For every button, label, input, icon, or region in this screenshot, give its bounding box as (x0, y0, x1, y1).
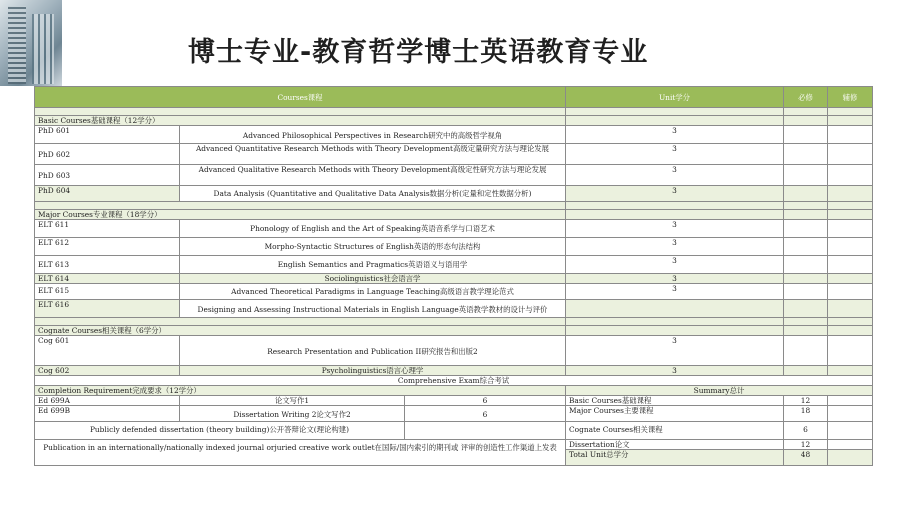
summary-value: 12 (784, 440, 828, 450)
header-required: 必修 (784, 87, 828, 108)
course-code: ELT 612 (35, 238, 180, 256)
publication-requirement: Publication in an internationally/nationally indexed journal orjuried creative work outlet在国际/国内索引的期刊或 评审的创造性工作渠道上发表 (35, 440, 566, 466)
course-code: Ed 699A (35, 396, 180, 406)
table-row (35, 165, 873, 186)
header-courses: Courses课程 (35, 87, 566, 108)
building-photo (0, 0, 62, 86)
course-name: Psycholinguistics语言心理学 (180, 366, 566, 376)
summary-value: 6 (784, 422, 828, 440)
course-code: PhD 601 (35, 126, 180, 144)
course-unit: 3 (566, 220, 784, 238)
section-completion-heading: Completion Requirement完成要求（12学分） (35, 386, 566, 396)
summary-heading: Summary总计 (566, 386, 873, 396)
section-basic-heading: Basic Courses基础课程（12学分） (35, 116, 566, 126)
section-major-heading: Major Courses专业课程（18学分） (35, 210, 566, 220)
course-code: PhD 604 (35, 186, 180, 202)
table-row (35, 396, 873, 406)
course-code: ELT 615 (35, 284, 180, 300)
table-row (35, 300, 873, 318)
table-row (35, 422, 873, 440)
table-row (35, 406, 873, 422)
section-cognate-heading: Cognate Courses相关课程（6学分） (35, 326, 566, 336)
summary-value: 18 (784, 406, 828, 422)
comprehensive-exam: Comprehensive Exam综合考试 (35, 376, 873, 386)
header-elective: 辅修 (828, 87, 873, 108)
summary-label: Dissertation论文 (566, 440, 784, 450)
page-title: 博士专业-教育哲学博士英语教育专业 (188, 37, 649, 68)
course-code: PhD 602 (35, 144, 180, 165)
course-unit: 3 (566, 186, 784, 202)
summary-label: Basic Courses基础课程 (566, 396, 784, 406)
curriculum-table (34, 86, 872, 466)
summary-label: Major Courses主要课程 (566, 406, 784, 422)
table-row (35, 336, 873, 366)
course-unit: 6 (405, 396, 566, 406)
course-code: PhD 603 (35, 165, 180, 186)
course-code: ELT 611 (35, 220, 180, 238)
course-name: Sociolinguistics社会语言学 (180, 274, 566, 284)
course-name: Advanced Theoretical Paradigms in Language Teaching高级语言教学理论范式 (180, 284, 566, 300)
course-unit: 3 (566, 126, 784, 144)
table-row (35, 144, 873, 165)
summary-total-value: 48 (784, 450, 828, 466)
table-row (35, 186, 873, 202)
course-name: Phonology of English and the Art of Speaking英语音系学与口语艺术 (180, 220, 566, 238)
table-row (35, 366, 873, 376)
course-unit (566, 300, 784, 318)
course-name: Advanced Philosophical Perspectives in Research研究中的高级哲学视角 (180, 126, 566, 144)
course-unit: 3 (566, 144, 784, 165)
course-unit: 3 (566, 238, 784, 256)
course-name: English Semantics and Pragmatics英语语义与语用学 (180, 256, 566, 274)
table-row (35, 274, 873, 284)
course-name: Advanced Qualitative Research Methods with Theory Development高级定性研究方法与理论发展 (180, 165, 566, 186)
table-row (35, 256, 873, 274)
course-code: Cog 601 (35, 336, 180, 366)
course-code: ELT 613 (35, 256, 180, 274)
table-row (35, 126, 873, 144)
table-row (35, 238, 873, 256)
summary-value: 12 (784, 396, 828, 406)
course-unit: 3 (566, 284, 784, 300)
header-unit: Unit学分 (566, 87, 784, 108)
course-unit: 3 (566, 165, 784, 186)
table-header-row (35, 87, 873, 108)
course-code: Cog 602 (35, 366, 180, 376)
table-row (35, 440, 873, 450)
summary-label: Cognate Courses相关课程 (566, 422, 784, 440)
course-name: 论文写作1 (180, 396, 405, 406)
course-unit: 3 (566, 256, 784, 274)
course-name: Research Presentation and Publication II研究报告和出版2 (180, 336, 566, 366)
course-name: Data Analysis (Quantitative and Qualitative Data Analysis数据分析(定量和定性数据分析) (180, 186, 566, 202)
course-name: Advanced Quantitative Research Methods with Theory Development高级定量研究方法与理论发展 (180, 144, 566, 165)
course-code: ELT 616 (35, 300, 180, 318)
course-code: ELT 614 (35, 274, 180, 284)
course-name: Dissertation Writing 2论文写作2 (180, 406, 405, 422)
course-code: Ed 699B (35, 406, 180, 422)
course-name: Morpho-Syntactic Structures of English英语的形态句法结构 (180, 238, 566, 256)
course-unit: 3 (566, 366, 784, 376)
course-unit: 6 (405, 406, 566, 422)
defended-dissertation: Publicly defended dissertation (theory building)公开答辩论文(理论构建) (35, 422, 405, 440)
course-unit: 3 (566, 274, 784, 284)
summary-total-label: Total Unit总学分 (566, 450, 784, 466)
table-row (35, 220, 873, 238)
course-name: Designing and Assessing Instructional Materials in English Language英语教学教材的设计与评价 (180, 300, 566, 318)
table-row (35, 284, 873, 300)
course-unit: 3 (566, 336, 784, 366)
